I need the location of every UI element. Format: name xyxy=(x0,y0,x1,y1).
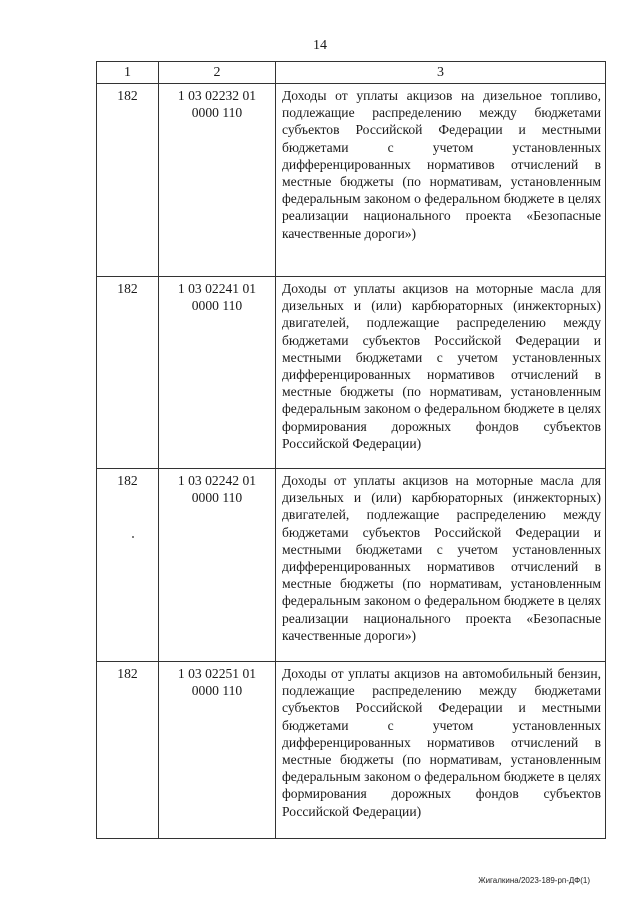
scan-speck xyxy=(132,536,134,538)
column-header-1: 1 xyxy=(97,62,159,84)
revenue-description: Доходы от уплаты акцизов на автомобильный бензин, подлежащие распределению между бюджетами субъектов Российской Федерации и местными бюджетами с учетом установленных дифференцированных нормативов отчислений в местные бюджеты (по нормативам, установленным федеральным законом о федеральном бюджете в целях формирования дорожных фондов субъектов Российской Федерации) xyxy=(276,662,606,839)
kbk-line-2: 0000 110 xyxy=(191,490,243,506)
budget-classification-code xyxy=(159,469,276,662)
administrator-code: 182 xyxy=(97,277,159,469)
revenue-classification-table xyxy=(96,61,606,839)
table-row xyxy=(97,277,606,469)
budget-classification-code xyxy=(159,277,276,469)
kbk-line-2: 0000 110 xyxy=(191,298,243,314)
table-row xyxy=(97,662,606,839)
kbk-line-1: 1 03 02251 01 xyxy=(177,666,257,681)
document-footer-reference: Жигалкина/2023-189-рп-ДФ(1) xyxy=(478,876,590,885)
column-header-2: 2 xyxy=(159,62,276,84)
kbk-line-1: 1 03 02242 01 xyxy=(177,473,257,488)
revenue-description: Доходы от уплаты акцизов на дизельное топливо, подлежащие распределению между бюджетами субъектов Российской Федерации и местными бюджетами с учетом установленных дифференцированных нормативов отчислений в местные бюджеты (по нормативам, установленным федеральным законом о федеральном бюджете в целях реализации национального проекта «Безопасные качественные дороги») xyxy=(276,84,606,277)
revenue-description: Доходы от уплаты акцизов на моторные масла для дизельных и (или) карбюраторных (инжекторных) двигателей, подлежащие распределению между бюджетами субъектов Российской Федерации и местными бюджетами с учетом установленных дифференцированных нормативов отчислений в местные бюджеты (по нормативам, установленным федеральным законом о федеральном бюджете в целях формирования дорожных фондов субъектов Российской Федерации) xyxy=(276,277,606,469)
budget-classification-code xyxy=(159,662,276,839)
column-header-3: 3 xyxy=(276,62,606,84)
kbk-line-2: 0000 110 xyxy=(191,105,243,121)
revenue-description: Доходы от уплаты акцизов на моторные масла для дизельных и (или) карбюраторных (инжекторных) двигателей, подлежащие распределению между бюджетами субъектов Российской Федерации и местными бюджетами с учетом установленных дифференцированных нормативов отчислений в местные бюджеты (по нормативам, установленным федеральным законом о федеральном бюджете в целях реализации национального проекта «Безопасные качественные дороги») xyxy=(276,469,606,662)
table-row xyxy=(97,469,606,662)
kbk-line-1: 1 03 02232 01 xyxy=(177,88,257,103)
kbk-line-1: 1 03 02241 01 xyxy=(177,281,257,296)
administrator-code: 182 xyxy=(97,84,159,277)
table-header-row xyxy=(97,62,606,84)
kbk-line-2: 0000 110 xyxy=(191,683,243,699)
budget-classification-code xyxy=(159,84,276,277)
table-row xyxy=(97,84,606,277)
administrator-code: 182 xyxy=(97,662,159,839)
page-number: 14 xyxy=(313,38,327,53)
administrator-code: 182 xyxy=(97,469,159,662)
